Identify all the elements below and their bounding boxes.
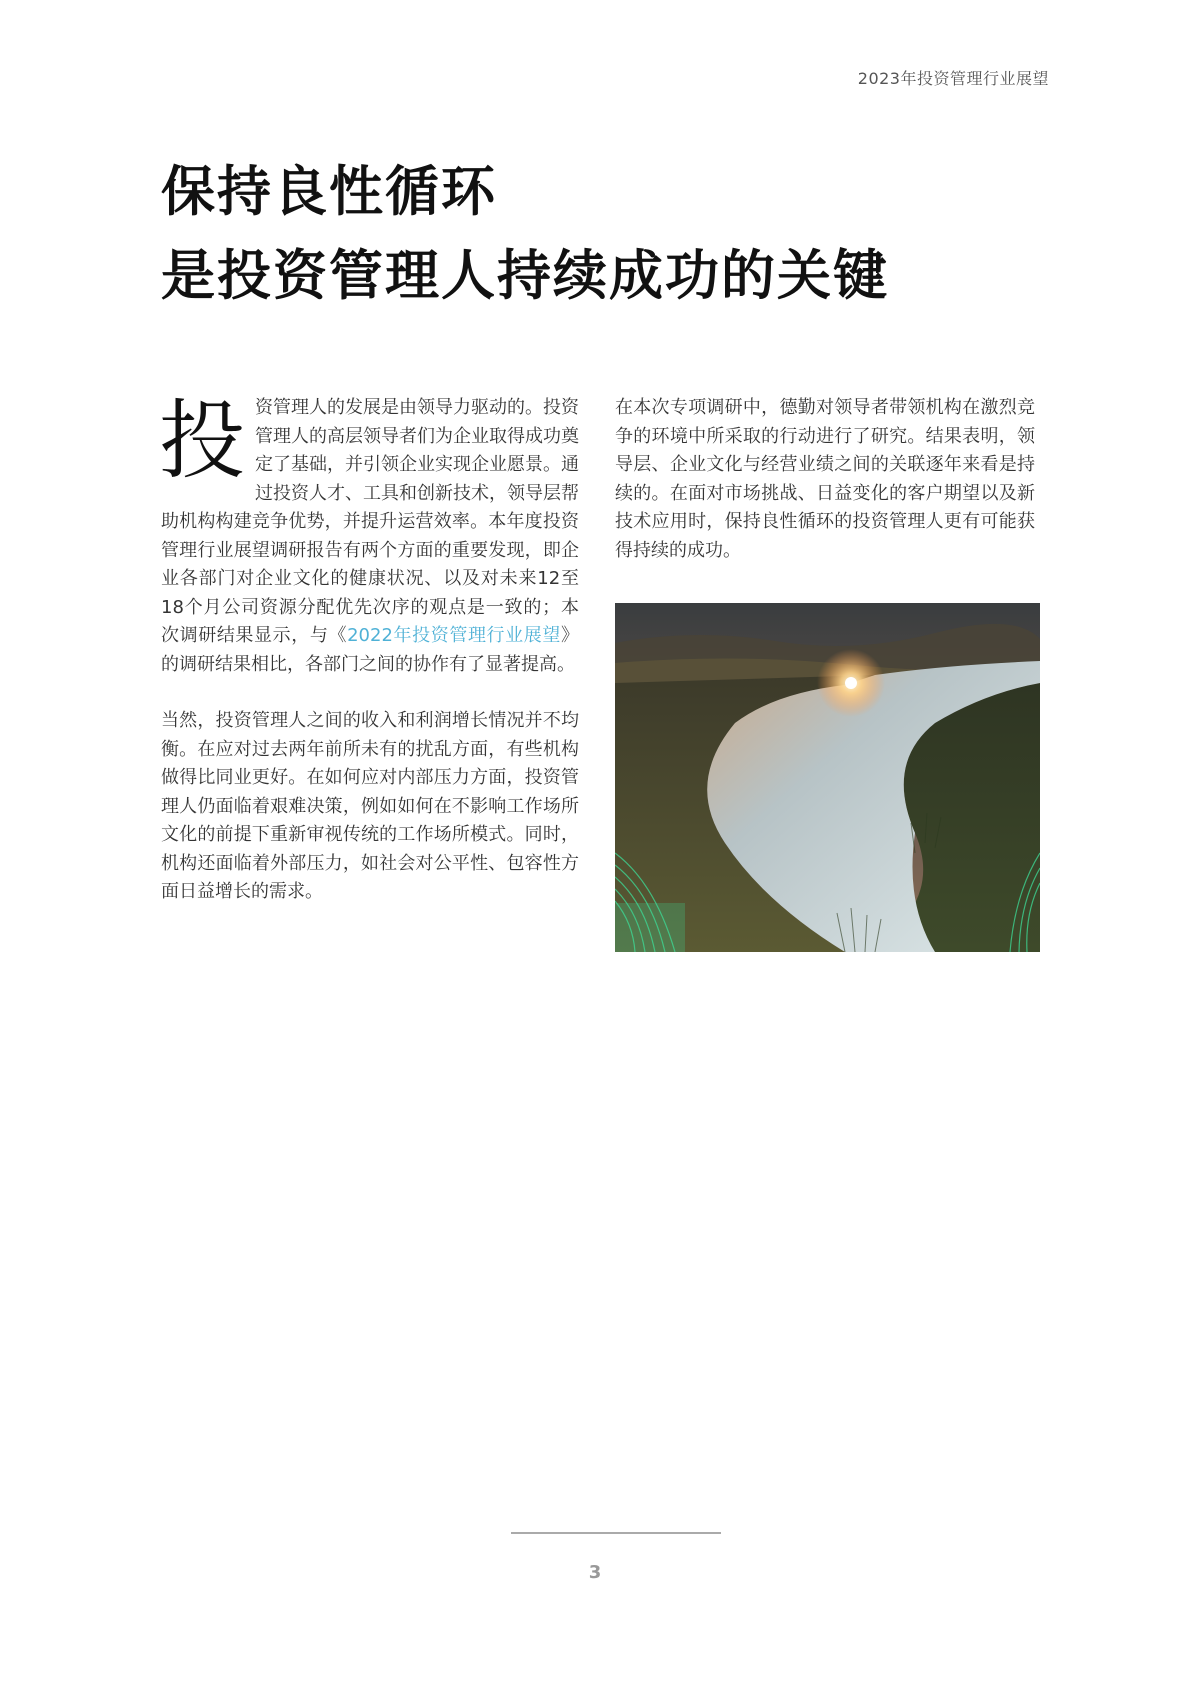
title-line-2: 是投资管理人持续成功的关键 bbox=[161, 244, 889, 307]
left-para1-text: 资管理人的发展是由领导力驱动的。投资管理人的高层领导者们为企业取得成功奠定了基础，并引领企业实现企业愿景。通过投资人才、工具和创新技术，领导层帮助机构构建竞争优势，并提升运营效率。本年度投资管理行业展望调研报告有两个方面的重要发现，即企业各部门对企业文化的健康状况、以及对未来12至18个月公司资源分配优先次序的观点是一致的；本次调研结果显示，与《 bbox=[161, 397, 579, 646]
left-paragraph-2: 当然，投资管理人之间的收入和利润增长情况并不均衡。在应对过去两年前所未有的扰乱方面，有些机构做得比同业更好。在如何应对内部压力方面，投资管理人仍面临着艰难决策，例如如何在不影响工作场所文化的前提下重新审视传统的工作场所模式。同时，机构还面临着外部压力，如社会对公平性、包容性方面日益增长的需求。 bbox=[161, 710, 579, 902]
left-paragraph-1 bbox=[159, 391, 579, 679]
page-number: 3 bbox=[588, 1562, 602, 1583]
right-paragraph-1: 在本次专项调研中，德勤对领导者带领机构在激烈竞争的环境中所采取的行动进行了研究。结果表明，领导层、企业文化与经营业绩之间的关联逐年来看是持续的。在面对市场挑战、日益变化的客户期望以及新技术应用时，保持良性循环的投资管理人更有可能获得持续的成功。 bbox=[615, 397, 1035, 561]
river-sunset-photo bbox=[615, 603, 1040, 952]
left-para1-tail: 》的调研结果相比，各部门之间的协作有了显著提高。 bbox=[161, 625, 579, 675]
drop-cap: 投 bbox=[159, 391, 245, 491]
left-column bbox=[159, 391, 579, 907]
title-line-1: 保持良性循环 bbox=[161, 160, 497, 223]
right-column bbox=[615, 394, 1035, 565]
footer-divider bbox=[511, 1532, 721, 1534]
page-title bbox=[161, 150, 889, 318]
running-header: 2023年投资管理行业展望 bbox=[857, 69, 1049, 88]
outlook-2022-link[interactable]: 2022年投资管理行业展望 bbox=[347, 625, 561, 646]
